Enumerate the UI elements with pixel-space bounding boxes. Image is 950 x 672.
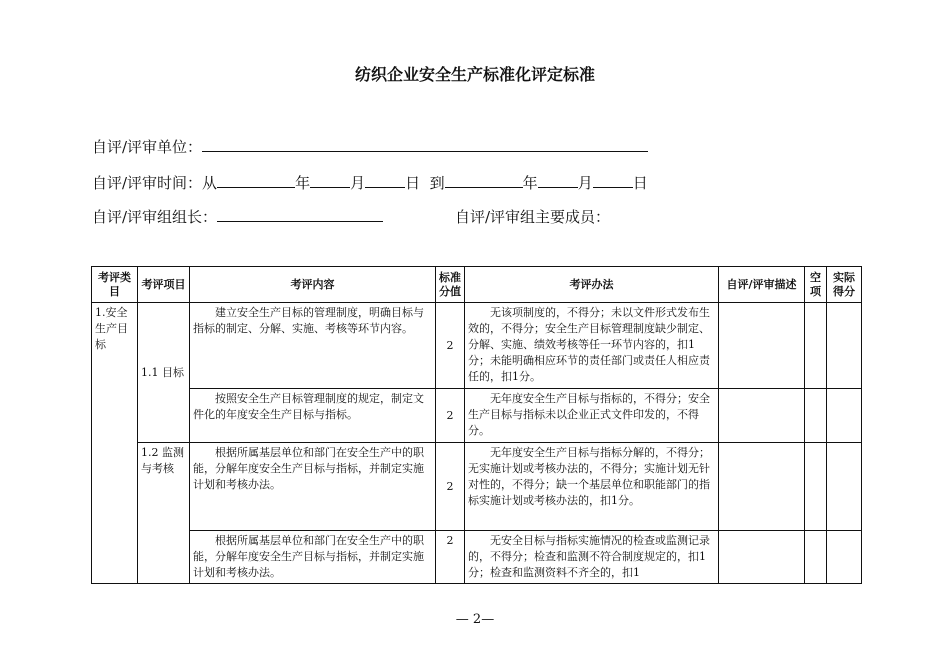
year-label: 年: [295, 174, 311, 192]
page-number: — 2—: [455, 612, 495, 627]
day-label: 日: [632, 174, 648, 192]
unit-blank: [202, 137, 648, 152]
members-label: 自评/评审组主要成员：: [455, 208, 611, 226]
actual-score-cell[interactable]: [827, 531, 862, 584]
to-day-blank: [593, 173, 633, 188]
from-year-blank: [217, 173, 295, 188]
actual-score-cell[interactable]: [827, 443, 862, 531]
self-eval-cell[interactable]: [719, 389, 805, 443]
year-label: 年: [522, 174, 538, 192]
leader-line: [92, 206, 383, 227]
empty-cell[interactable]: [805, 303, 827, 389]
self-eval-cell[interactable]: [719, 303, 805, 389]
category-cell: 1.安全生产目标: [92, 303, 138, 584]
content-cell: 根据所属基层单位和部门在安全生产中的职能，分解年度安全生产目标与指标，并制定实施计划和考核办法。: [190, 443, 436, 531]
from-month-blank: [310, 173, 350, 188]
header-actual: 实际得分: [827, 267, 862, 303]
to-year-blank: [445, 173, 523, 188]
content-cell: 建立安全生产目标的管理制度，明确目标与指标的制定、分解、实施、考核等环节内容。: [190, 303, 436, 389]
self-eval-cell[interactable]: [719, 443, 805, 531]
unit-line: [92, 136, 648, 157]
table-row: [92, 531, 862, 584]
header-empty: 空项: [805, 267, 827, 303]
to-label: 到: [429, 174, 445, 192]
score-cell: 2: [436, 303, 465, 389]
evaluation-table: [91, 266, 862, 584]
from-day-blank: [365, 173, 405, 188]
leader-blank: [217, 207, 383, 222]
header-item: 考评项目: [138, 267, 190, 303]
self-eval-cell[interactable]: [719, 531, 805, 584]
actual-score-cell[interactable]: [827, 389, 862, 443]
score-cell: 2: [436, 389, 465, 443]
header-category: 考评类目: [92, 267, 138, 303]
header-self-eval: 自评/评审描述: [719, 267, 805, 303]
time-label: 自评/评审时间：从: [92, 174, 218, 192]
method-cell: 无安全目标与指标实施情况的检查或监测记录的，不得分；检查和监测不符合制度规定的，扣1分；检查和监测资料不齐全的，扣1: [465, 531, 719, 584]
content-cell: 根据所属基层单位和部门在安全生产中的职能，分解年度安全生产目标与指标，并制定实施计划和考核办法。: [190, 531, 436, 584]
day-label: 日: [405, 174, 421, 192]
leader-label: 自评/评审组组长：: [92, 208, 218, 226]
month-label: 月: [577, 174, 593, 192]
month-label: 月: [350, 174, 366, 192]
table-row: [92, 303, 862, 389]
unit-label: 自评/评审单位：: [92, 138, 203, 156]
table-row: [92, 389, 862, 443]
empty-cell[interactable]: [805, 531, 827, 584]
empty-cell[interactable]: [805, 443, 827, 531]
item-cell: 1.1 目标: [138, 303, 190, 443]
method-cell: 无年度安全生产目标与指标的，不得分；安全生产目标与指标未以企业正式文件印发的，不得分。: [465, 389, 719, 443]
score-cell: 2: [436, 443, 465, 531]
method-cell: 无该项制度的，不得分；未以文件形式发布生效的，不得分；安全生产目标管理制度缺少制定、分解、实施、绩效考核等任一环节内容的，扣1分；未能明确相应环节的责任部门或责任人相应责任的，扣1分。: [465, 303, 719, 389]
table-row: [92, 443, 862, 531]
header-method: 考评办法: [465, 267, 719, 303]
to-month-blank: [538, 173, 578, 188]
content-cell: 按照安全生产目标管理制度的规定，制定文件化的年度安全生产目标与指标。: [190, 389, 436, 443]
page-title: 纺织企业安全生产标准化评定标准: [354, 65, 595, 84]
method-cell: 无年度安全生产目标与指标分解的，不得分；无实施计划或考核办法的，不得分；实施计划无针对性的，不得分；缺一个基层单位和职能部门的指标实施计划或考核办法的，扣1分。: [465, 443, 719, 531]
actual-score-cell[interactable]: [827, 303, 862, 389]
time-line: [92, 172, 648, 193]
item-cell: 1.2 监测与考核: [138, 443, 190, 584]
header-row: [92, 267, 862, 303]
header-content: 考评内容: [190, 267, 436, 303]
score-cell: 2: [436, 531, 465, 584]
header-score: 标准分值: [436, 267, 465, 303]
members-line: [455, 206, 610, 227]
empty-cell[interactable]: [805, 389, 827, 443]
